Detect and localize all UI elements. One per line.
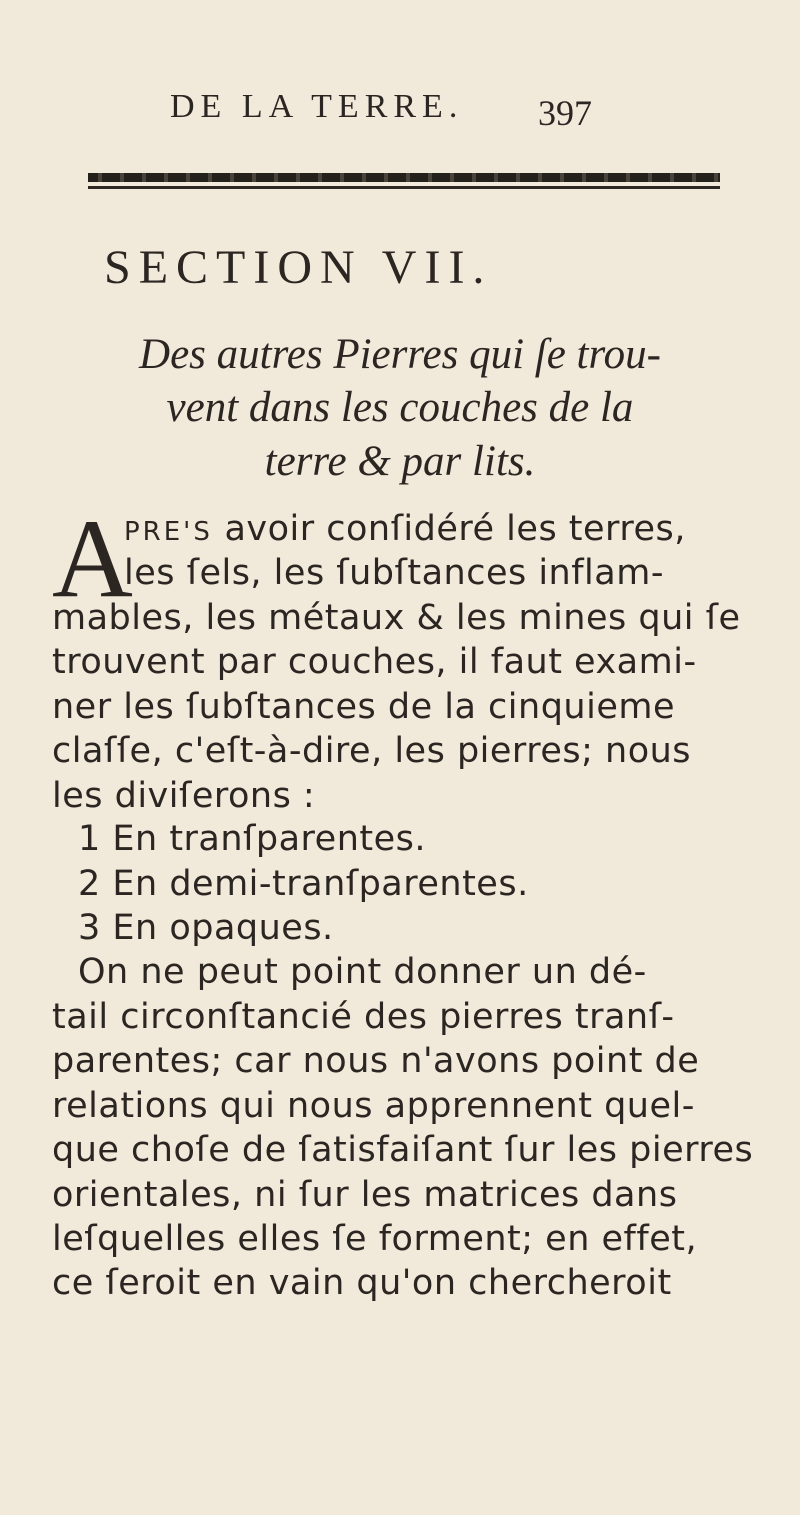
ornamental-rule <box>88 173 720 182</box>
paragraph-line: parentes; car nous n'avons point de <box>52 1041 700 1081</box>
paragraph-line: orientales, ni ſur les matrices dans <box>52 1175 678 1215</box>
paragraph-line: relations qui nous apprennent quel- <box>52 1086 695 1126</box>
drop-cap: A <box>52 497 133 621</box>
subtitle-line: terre & par lits. <box>264 438 536 485</box>
paragraph-line: ner les ſubſtances de la cinquieme <box>52 687 675 727</box>
paragraph-line <box>124 509 800 549</box>
paragraph-line: mables, les métaux & les mines qui ſe <box>52 598 741 638</box>
line-text: avoir conſidéré les terres, <box>212 509 686 549</box>
paragraph-line: claſſe, c'eſt-à-dire, les pierres; nous <box>52 731 692 771</box>
paragraph-line: On ne peut point donner un dé- <box>78 952 647 992</box>
paragraph-line: les diviſerons : <box>52 776 316 816</box>
section-title: SECTION VII. <box>104 241 493 294</box>
paragraph-line: leſquelles elles ſe forment; en effet, <box>52 1219 698 1259</box>
paragraph-line: ce ſeroit en vain qu'on chercheroit <box>52 1263 672 1303</box>
subtitle-line: Des autres Pierres qui ſe trou- <box>139 331 661 378</box>
page-number: 397 <box>538 93 592 133</box>
rule-line <box>88 186 720 189</box>
paragraph-line: trouvent par couches, il faut exami- <box>52 642 697 682</box>
paragraph-line: tail circonſtancié des pierres tranſ- <box>52 997 675 1037</box>
list-item: 3 En opaques. <box>78 908 334 948</box>
subtitle-line: vent dans les couches de la <box>166 384 634 431</box>
running-head: DE LA TERRE. <box>170 88 464 125</box>
list-item: 2 En demi-tranſparentes. <box>78 864 529 904</box>
paragraph-line: les ſels, les ſubſtances inflam- <box>124 553 664 593</box>
first-word: PRE'S <box>124 517 213 547</box>
list-item: 1 En tranſparentes. <box>78 819 426 859</box>
paragraph-line: que choſe de ſatisfaiſant ſur les pierres <box>52 1130 754 1170</box>
